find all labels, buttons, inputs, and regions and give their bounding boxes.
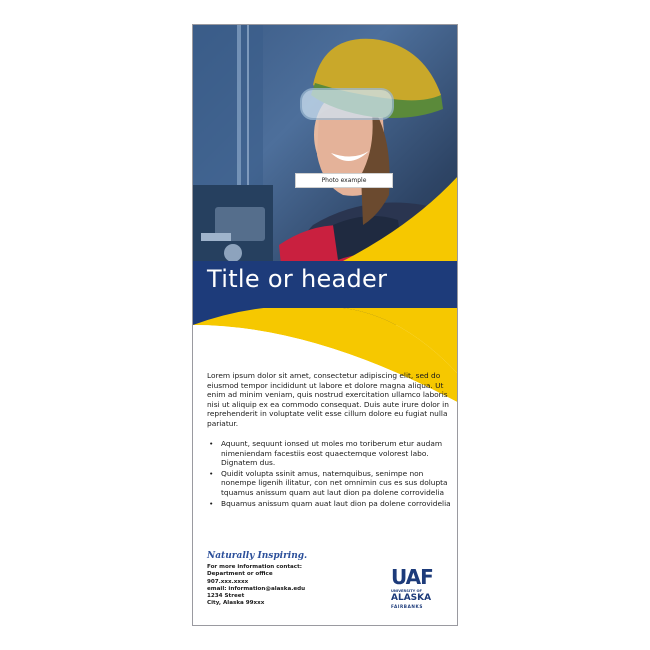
bullet-list [207, 439, 451, 509]
decorative-swoosh [193, 25, 458, 626]
list-item: • Bquamus anissum quam auat laut dion pa dolene corrovidelia [207, 499, 451, 509]
flyer [192, 24, 458, 626]
logo-state: ALASKA [391, 593, 432, 603]
contact-phone: 907.xxx.xxxx [207, 578, 249, 585]
body-paragraph: Lorem ipsum dolor sit amet, consectetur adipiscing elit, sed do eiusmod tempor incididunt ut labore et dolore magna aliqua. Ut enim ad minim veniam, quis nostrud exercitation ullamco laboris nisi ut aliquip ex ea commodo consequat. Duis aute irure dolor in reprehenderit in voluptate velit esse cillum dolore eu fugiat nulla pariatur. [207, 371, 449, 428]
logo-university: UNIVERSITY OF [391, 589, 423, 593]
logo-campus: FAIRBANKS [391, 604, 424, 609]
contact-department: Department or office [207, 571, 273, 578]
contact-block [207, 564, 305, 608]
list-item: • Aquunt, sequunt ionsed ut moles mo toriberum etur audam nimeniendam facestiis eost quaectemque volorest labo. Dignatem dus. [207, 439, 451, 468]
contact-heading: For more information contact: [207, 564, 303, 570]
page-title: Title or header [207, 265, 388, 293]
contact-city: City, Alaska 99xxx [207, 600, 265, 607]
uaf-logo [391, 565, 447, 613]
contact-email: email: information@alaska.edu [207, 585, 306, 592]
list-item: • Quidit volupta ssinit amus, natemquibus, senimpe non nonempe ligenih ilitatur, con net omnimin cus es sus dolupta tquamus anissum quam aut laut dion pa dolene corrovidelia [207, 469, 451, 498]
photo-example-label: Photo example [295, 173, 393, 188]
logo-mark: UAF [391, 565, 433, 589]
contact-street: 1234 Street [207, 593, 245, 600]
tagline: Naturally Inspiring. [207, 551, 308, 561]
